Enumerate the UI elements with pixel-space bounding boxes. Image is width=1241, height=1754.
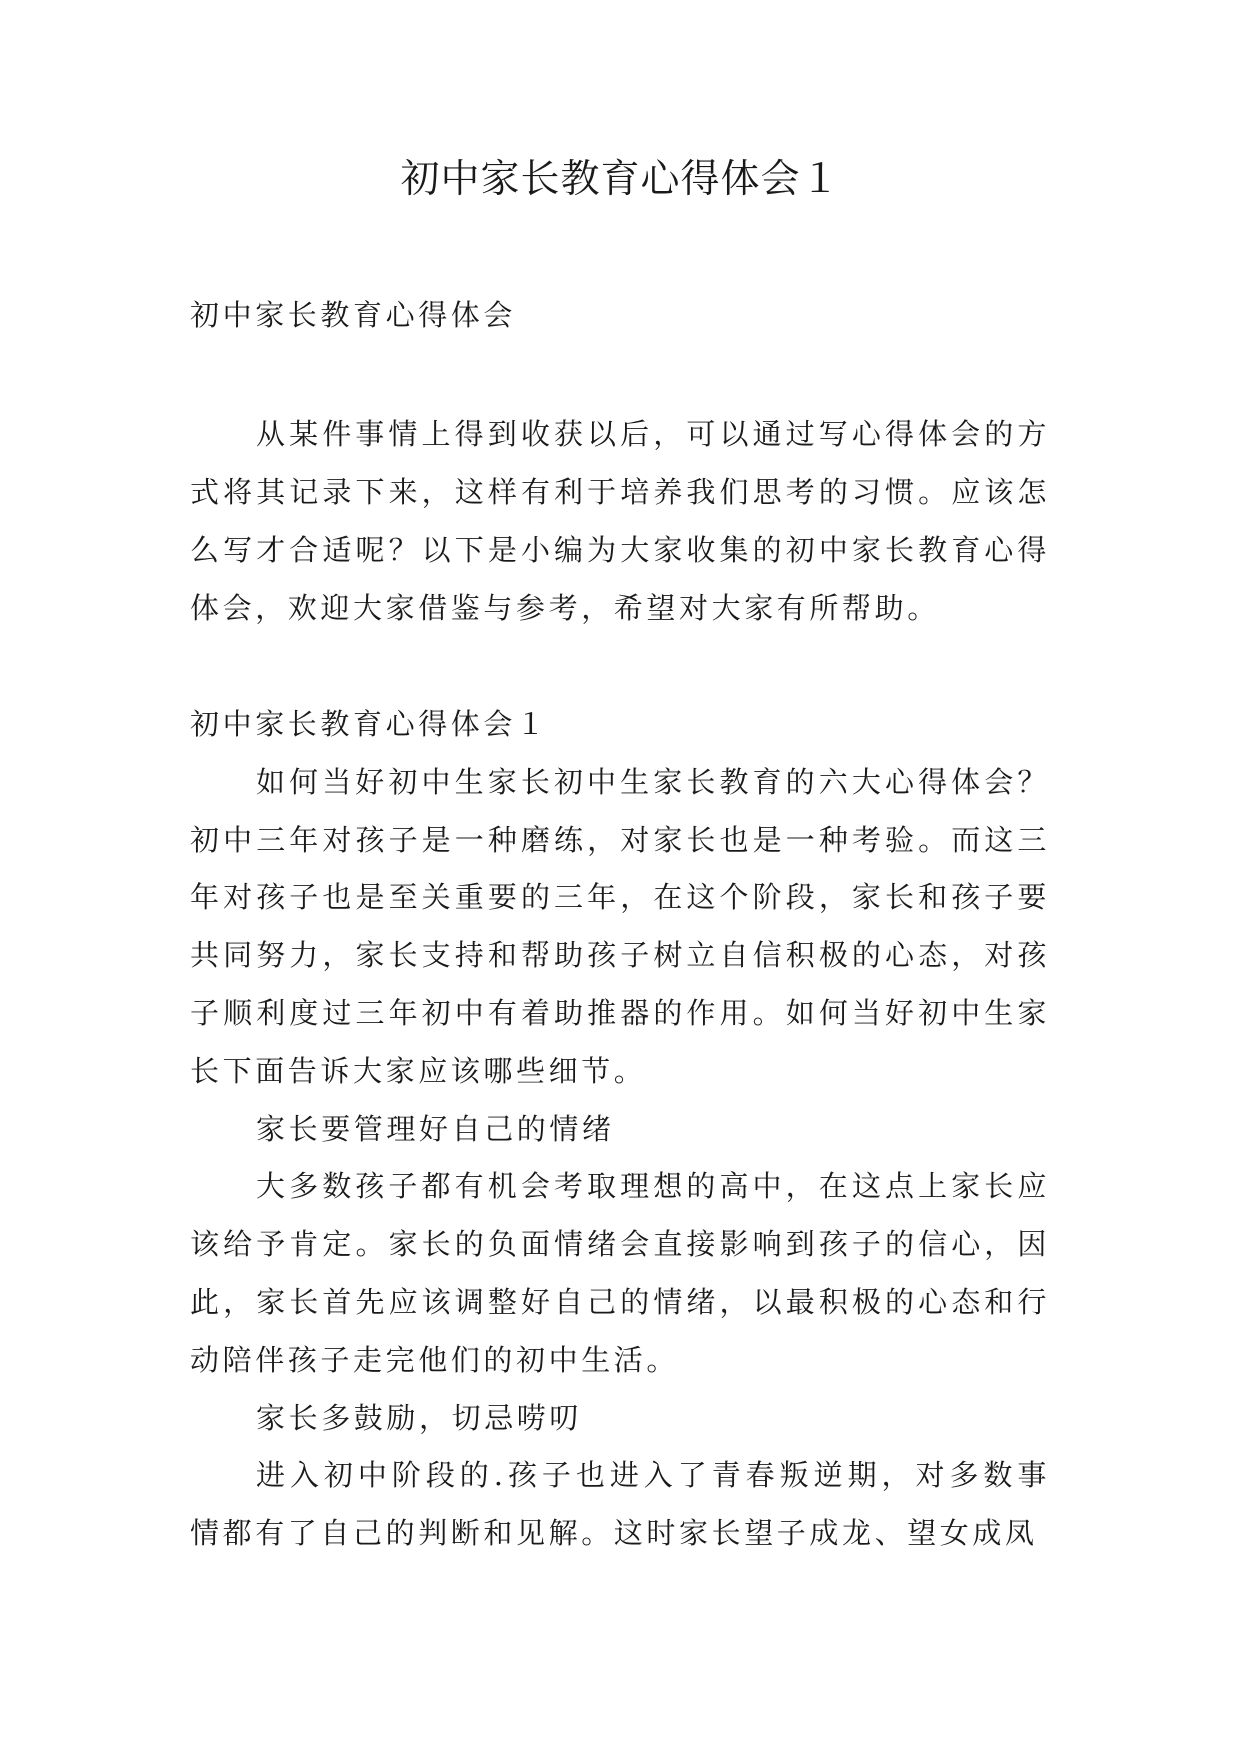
body-paragraph: 大多数孩子都有机会考取理想的高中，在这点上家长应该给予肯定。家长的负面情绪会直接影响到孩子的信心，因此，家长首先应该调整好自己的情绪，以最积极的心态和行动陪伴孩子走完他们的初中生活。	[190, 1169, 1050, 1377]
intro-paragraph: 从某件事情上得到收获以后，可以通过写心得体会的方式将其记录下来，这样有利于培养我们思考的习惯。应该怎么写才合适呢？以下是小编为大家收集的初中家长教育心得体会，欢迎大家借鉴与参考，希望对大家有所帮助。	[190, 417, 1050, 625]
point-heading: 家长多鼓励，切忌唠叨	[256, 1400, 583, 1435]
document-title: 初中家长教育心得体会１	[400, 157, 841, 202]
section-heading: 初中家长教育心得体会１	[190, 707, 549, 741]
point-heading: 家长要管理好自己的情绪	[256, 1111, 615, 1146]
body-paragraph: 进入初中阶段的.孩子也进入了青春叛逆期，对多数事情都有了自己的判断和见解。这时家长望子成龙、望女成凤	[190, 1458, 1050, 1551]
body-paragraph: 如何当好初中生家长初中生家长教育的六大心得体会？初中三年对孩子是一种磨练，对家长也是一种考验。而这三年对孩子也是至关重要的三年，在这个阶段，家长和孩子要共同努力，家长支持和帮助孩子树立自信积极的心态，对孩子顺利度过三年初中有着助推器的作用。如何当好初中生家长下面告诉大家应该哪些细节。	[190, 764, 1050, 1088]
document-subtitle: 初中家长教育心得体会	[190, 298, 517, 332]
document-body	[190, 696, 1050, 1563]
